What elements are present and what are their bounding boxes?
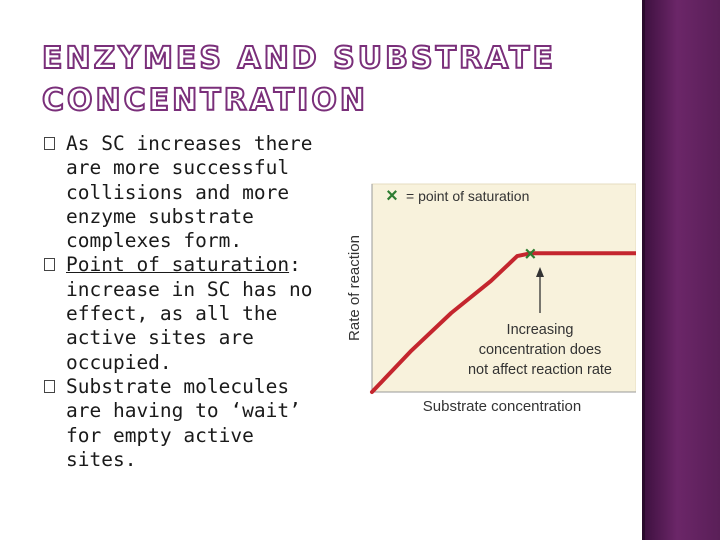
bullet-text: As SC increases there are more successful collisions and more enzyme substrate complexes form. (66, 132, 313, 253)
legend-marker-icon: × (386, 185, 398, 207)
bullet-item (44, 253, 324, 374)
bullet-text: Substrate molecules are having to ‘wait’ for empty active sites. (66, 374, 301, 471)
annotation-line: concentration does (478, 342, 602, 358)
y-axis-label: Rate of reaction (346, 235, 363, 341)
bullet-item (44, 375, 324, 472)
decorative-side-bar (642, 0, 720, 540)
legend-text: = point of saturation (406, 188, 530, 204)
bullet-box-icon (44, 258, 55, 271)
rate-vs-substrate-chart (342, 180, 636, 420)
plot-background (372, 184, 636, 392)
bullet-box-icon (44, 380, 55, 393)
annotation-line: Increasing (506, 322, 574, 338)
chart-svg (342, 180, 636, 420)
bullet-text: : increase in SC has no effect, as all the active sites are occupied. (66, 253, 313, 374)
bullet-box-icon (44, 137, 55, 150)
slide-title: ENZYMES AND SUBSTRATE CONCENTRATION (42, 41, 556, 118)
bullet-list (44, 132, 324, 472)
annotation-line: not affect reaction rate (467, 362, 613, 378)
saturation-marker-icon: × (524, 243, 537, 266)
bullet-term-point-of-saturation: Point of saturation (66, 253, 290, 277)
x-axis-label: Substrate concentration (422, 398, 582, 415)
bullet-item (44, 132, 324, 253)
